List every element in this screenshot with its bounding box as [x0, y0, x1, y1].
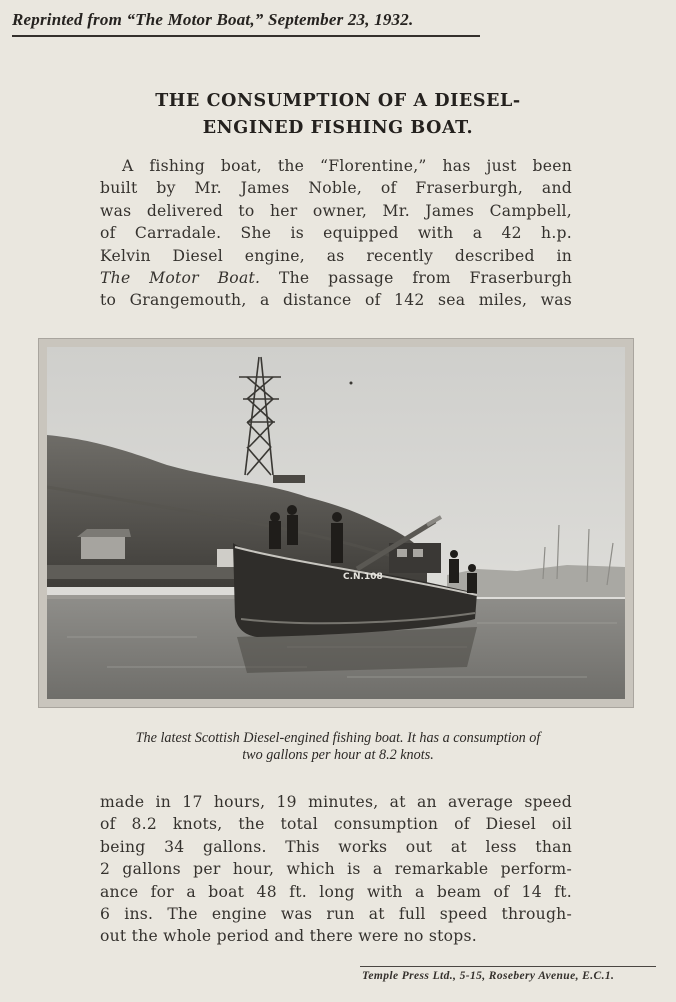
registration-mark: C.N.108 — [343, 572, 383, 582]
text-line: 2 gallons per hour, which is a remarkable perform- — [100, 860, 572, 879]
text-line: A fishing boat, the “Florentine,” has just been — [122, 157, 572, 175]
text-fragment: The passage from Fraserburgh — [260, 269, 573, 288]
text-line: made in 17 hours, 19 minutes, at an average speed — [100, 793, 572, 811]
caption-line: The latest Scottish Diesel-engined fishing boat. It has a consumption of — [135, 730, 541, 746]
publication-name: The Motor Boat. — [100, 269, 261, 288]
reprint-header: Reprinted from “The Motor Boat,” September 23, 1932. — [12, 10, 480, 37]
text-line: 6 ins. The engine was run at full speed through- — [100, 905, 572, 924]
text-line: of Carradale. She is equipped with a 42 h.p. — [100, 224, 572, 243]
wheelhouse-window — [413, 549, 423, 557]
text-line: out the whole period and there were no stops. — [100, 927, 477, 946]
footer-rule — [360, 966, 656, 967]
small-building — [217, 549, 235, 567]
fishing-boat-photo — [47, 347, 625, 699]
speck — [350, 382, 353, 385]
shed — [81, 537, 125, 559]
text-line: Kelvin Diesel engine, as recently described in — [100, 246, 572, 265]
wheelhouse — [389, 543, 441, 573]
paragraph-continued — [100, 791, 572, 948]
publisher-footer: Temple Press Ltd., 5-15, Rosebery Avenue, E.C.1. — [362, 970, 615, 982]
caption-line: two gallons per hour at 8.2 knots. — [242, 747, 434, 763]
text-line: to Grangemouth, a distance of 142 sea miles, was — [100, 291, 572, 310]
quay-wall — [47, 565, 247, 579]
title-line: THE CONSUMPTION OF A DIESEL- — [155, 91, 521, 111]
article-title — [60, 88, 616, 142]
text-line: ance for a boat 48 ft. long with a beam of 14 ft. — [100, 882, 572, 901]
text-line: was delivered to her owner, Mr. James Campbell, — [100, 201, 572, 220]
wheelhouse-window — [397, 549, 407, 557]
hut-on-hill — [273, 475, 305, 483]
photo-caption — [60, 730, 616, 764]
text-line: being 34 gallons. This works out at less than — [100, 837, 572, 856]
text-line: built by Mr. James Noble, of Fraserburgh, and — [100, 179, 572, 198]
paragraph-intro — [100, 155, 572, 312]
text-line — [100, 267, 572, 289]
photo-frame — [38, 338, 634, 708]
text-line: of 8.2 knots, the total consumption of Diesel oil — [100, 815, 572, 834]
title-line: ENGINED FISHING BOAT. — [202, 118, 474, 138]
